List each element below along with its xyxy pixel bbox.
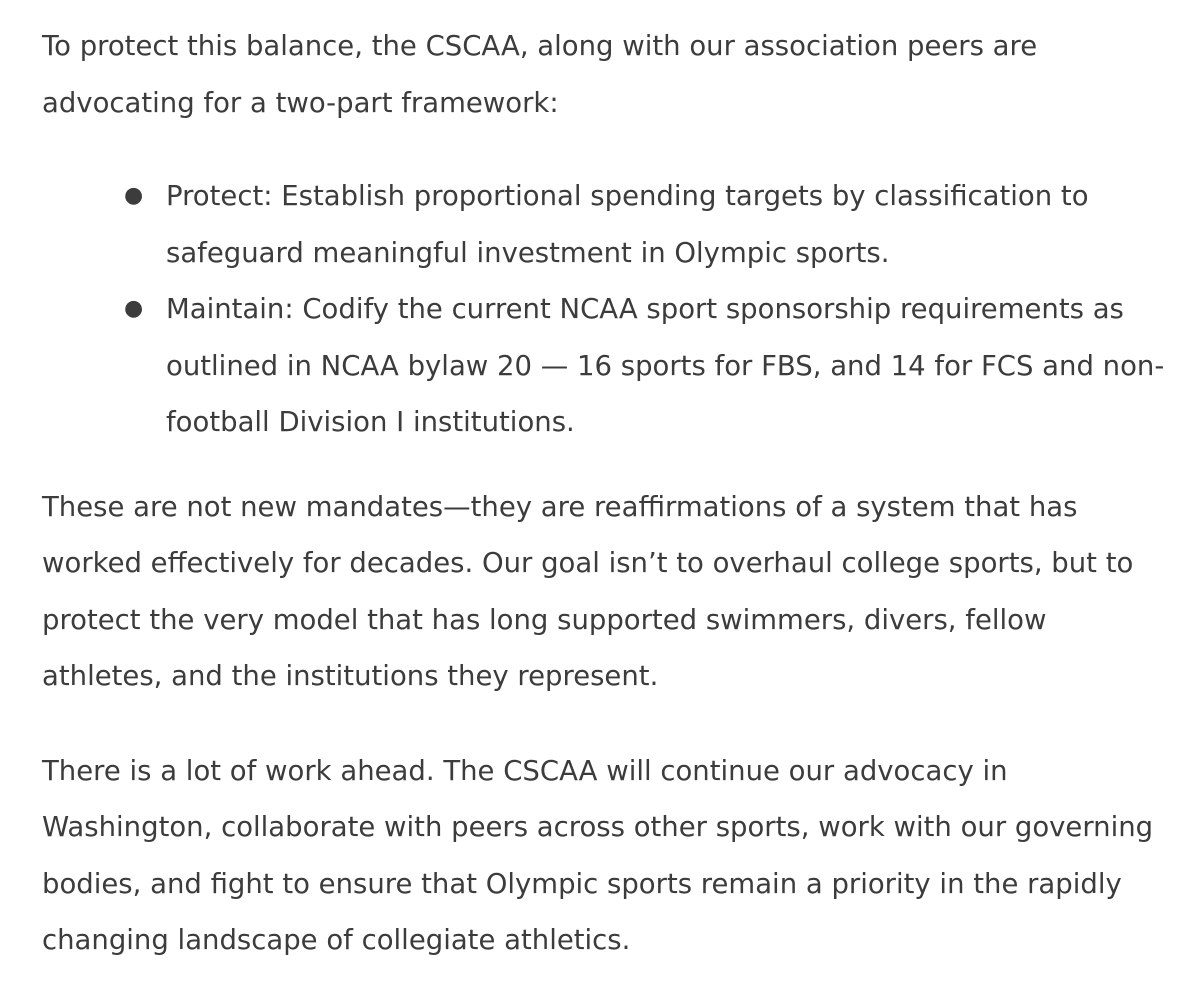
list-item-text: Maintain: Codify the current NCAA sport sponsorship requirements as outlined in NCAA bylaw 20 — 16 sports for FBS, and 14 for FCS and non-football Division I institutions. bbox=[166, 293, 1165, 438]
intro-paragraph: To protect this balance, the CSCAA, along with our association peers are advocating for a two-part framework: bbox=[42, 30, 1038, 119]
bullet-icon: ● bbox=[124, 183, 144, 208]
list-item bbox=[124, 281, 1169, 451]
bullet-icon: ● bbox=[124, 296, 144, 321]
work-ahead-paragraph: There is a lot of work ahead. The CSCAA will continue our advocacy in Washington, collaborate with peers across other sports, work with our governing bodies, and fight to ensure that Olympic sports remain a priority in the rapidly changing landscape of collegiate athletics. bbox=[42, 754, 1154, 956]
list-item bbox=[124, 168, 1169, 281]
list-item-text: Protect: Establish proportional spending targets by classification to safeguard meaningful investment in Olympic sports. bbox=[166, 180, 1089, 269]
reaffirmation-paragraph: These are not new mandates—they are reaffirmations of a system that has worked effectively for decades. Our goal isn’t to overhaul college sports, but to protect the very model that has long supported swimmers, divers, fellow athletes, and the institutions they represent. bbox=[42, 490, 1134, 692]
framework-list bbox=[42, 168, 1169, 451]
